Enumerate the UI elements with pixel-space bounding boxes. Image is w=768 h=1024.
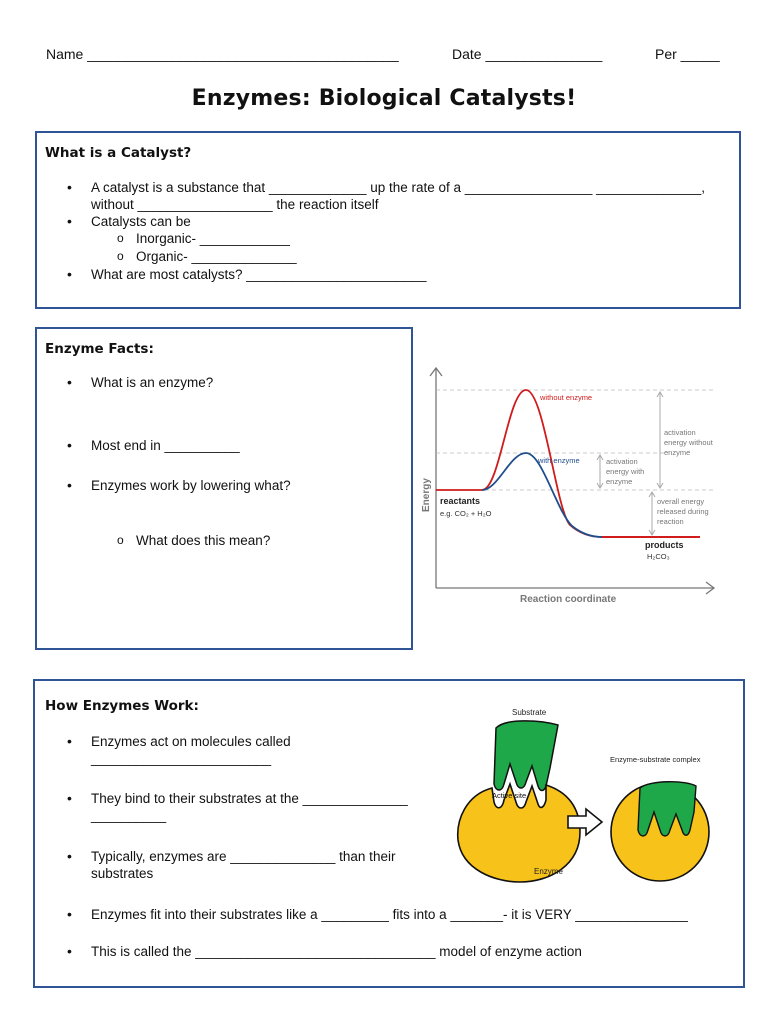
substrate-shape [494,721,558,791]
period-field[interactable]: Per _____ [655,46,720,62]
facts-heading: Enzyme Facts: [45,341,154,357]
ann-without-line-2: energy without [664,438,713,447]
curve-with-enzyme [482,453,602,537]
list-item [37,733,437,767]
catalyst-sub-2: Organic- ______________ [136,249,297,264]
x-axis-label: Reaction coordinate [520,594,617,605]
list-item [37,248,737,266]
label-with-enzyme: with enzyme [538,456,580,465]
work-bullet-4: Enzymes fit into their substrates like a _________ fits into a _______- it is VERY _______________ [91,907,688,922]
catalyst-heading: What is a Catalyst? [45,145,192,161]
list-item [37,266,737,283]
ann-without-line-3: enzyme [664,448,691,457]
work-bullet-3-line-1: Typically, enzymes are ______________ than their [91,849,396,864]
label-reactants: reactants [440,496,481,506]
date-field[interactable]: Date _______________ [452,46,603,62]
list-item [37,179,737,213]
label-enzyme-substrate-complex: Enzyme-substrate complex [610,755,701,764]
catalyst-bullet-3: What are most catalysts? ________________________ [91,267,427,282]
list-item [37,213,737,230]
catalyst-sub-1: Inorganic- ____________ [136,231,290,246]
ann-overall-line-3: reaction [657,517,684,526]
energy-diagram [420,360,730,610]
name-field[interactable]: Name ________________________________________ [46,46,399,62]
list-item [37,790,437,824]
work-bullet-5: This is called the ________________________________ model of enzyme action [91,944,582,959]
label-enzyme: Enzyme [534,867,563,876]
label-reactants-example: e.g. CO₂ + H₂O [440,509,492,518]
ann-without-line-1: activation [664,428,696,437]
facts-bullet-1: What is an enzyme? [91,375,214,390]
work-bullet-1-line-1: Enzymes act on molecules called [91,734,291,749]
enzyme-substrate-diagram [440,700,740,885]
facts-bullet-2: Most end in __________ [91,438,240,453]
label-without-enzyme: without enzyme [540,393,593,402]
facts-sub-1: What does this mean? [136,533,271,548]
arrow-overall-energy [649,492,655,535]
ann-overall-line-2: released during [657,507,709,516]
work-bullet-3-line-2: substrates [91,866,154,881]
list-item [37,437,407,454]
catalyst-bullet-1-line-2: without __________________ the reaction itself [91,197,379,212]
arrow-activation-without [657,392,663,488]
enzyme-facts-section [35,327,413,650]
work-heading: How Enzymes Work: [45,698,199,714]
ann-with-line-1: activation [606,457,638,466]
list-item [37,374,407,391]
catalyst-bullet-2: Catalysts can be [91,214,191,229]
list-item [37,848,437,882]
facts-bullet-3: Enzymes work by lowering what? [91,478,291,493]
ann-with-line-3: enzyme [606,477,633,486]
label-active-site: Active site [492,791,527,800]
work-bullet-2-line-1: They bind to their substrates at the ______________ [91,791,408,806]
work-bullet-1-line-2: ________________________ [91,751,272,766]
ann-with-line-2: energy with [606,467,645,476]
list-item [37,230,737,248]
arrow-activation-with [597,455,603,488]
page-title: Enzymes: Biological Catalysts! [191,86,577,111]
ann-overall-line-1: overall energy [657,497,705,506]
list-item [37,477,407,494]
list-item [37,532,407,550]
complex-substrate-shape [638,782,696,836]
work-bullet-2-line-2: __________ [91,808,167,823]
list-item [37,906,737,923]
label-products: products [645,540,684,550]
label-products-formula: H₂CO₃ [647,552,670,561]
catalyst-section [35,131,741,309]
list-item [37,943,737,960]
label-substrate: Substrate [512,708,547,717]
catalyst-bullet-1-line-1: A catalyst is a substance that _____________ up the rate of a _________________ ______________, [91,180,706,195]
y-axis-label: Energy [421,478,432,512]
